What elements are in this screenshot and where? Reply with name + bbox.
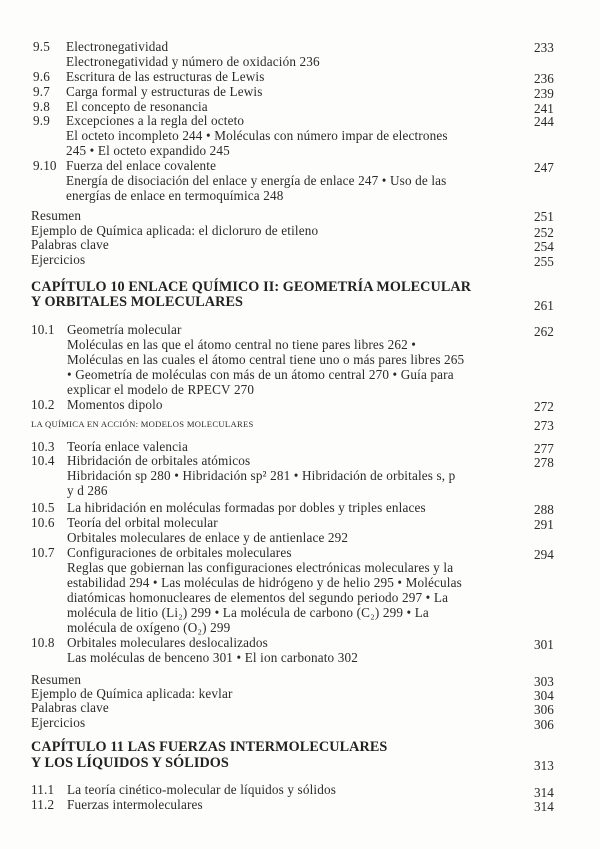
toc-subentry: Hibridación sp 280 • Hibridación sp² 281 • Hibridación de orbitales s, p	[67, 468, 456, 483]
page-number: 294	[534, 547, 554, 562]
page-number: 288	[534, 502, 554, 517]
toc-subentry: molécula de oxígeno (O₂) 299	[67, 620, 231, 635]
toc-entry-10-8[interactable]: 10.8 Orbitales moleculares deslocalizados	[31, 635, 268, 650]
page-number: 239	[534, 86, 554, 101]
page-number: 277	[534, 441, 554, 456]
page-number: 254	[534, 239, 554, 254]
page-number: 314	[534, 799, 554, 814]
toc-subentry: Las moléculas de benceno 301 • El ion carbonato 302	[67, 650, 358, 665]
toc-subentry: • Geometría de moléculas con más de un átomo central 270 • Guía para	[67, 367, 454, 382]
toc-entry-10-5[interactable]: 10.5 La hibridación en moléculas formadas por dobles y triples enlaces	[31, 500, 426, 515]
page-number: 304	[534, 688, 554, 703]
toc-entry-10-2[interactable]: 10.2 Momentos dipolo	[31, 397, 163, 412]
toc-resumen[interactable]: Resumen	[31, 672, 82, 687]
toc-ejercicios[interactable]: Ejercicios	[31, 252, 86, 267]
toc-entry-10-4[interactable]: 10.4 Hibridación de orbitales atómicos	[31, 453, 251, 468]
page-number: 314	[534, 785, 554, 800]
toc-subentry: Electronegatividad y número de oxidación 236	[66, 54, 320, 69]
toc-ejemplo[interactable]: Ejemplo de Química aplicada: el dicloruro de etileno	[31, 223, 319, 238]
toc-ejercicios[interactable]: Ejercicios	[31, 715, 86, 730]
page-number: 272	[534, 399, 554, 414]
toc-subentry: 245 • El octeto expandido 245	[66, 143, 230, 158]
chapter-heading-11-line2[interactable]: Y LOS LÍQUIDOS Y SÓLIDOS	[31, 755, 229, 771]
toc-palabras-clave[interactable]: Palabras clave	[31, 700, 109, 715]
toc-entry-10-7[interactable]: 10.7 Configuraciones de orbitales moleculares	[31, 545, 292, 560]
toc-subentry: Moléculas en las cuales el átomo central tiene uno o más pares libres 265	[67, 352, 465, 367]
toc-entry-9-10[interactable]: 9.10 Fuerza del enlace covalente	[33, 158, 217, 173]
page-number: 301	[534, 637, 554, 652]
page-number: 241	[534, 101, 554, 116]
toc-entry-9-8[interactable]: 9.8 El concepto de resonancia	[33, 99, 208, 114]
page-number: 244	[534, 114, 554, 129]
page-number: 251	[534, 209, 554, 224]
toc-subentry: molécula de litio (Li₂) 299 • La molécula de carbono (C₂) 299 • La	[67, 605, 429, 620]
page-number: 233	[534, 40, 554, 55]
toc-subentry: estabilidad 294 • Las moléculas de hidrógeno y de helio 295 • Moléculas	[67, 575, 462, 590]
toc-box-quimica-en-accion[interactable]: LA QUÍMICA EN ACCIÓN: MODELOS MOLECULARES	[31, 419, 254, 429]
page-number: 255	[534, 254, 554, 269]
toc-palabras-clave[interactable]: Palabras clave	[31, 237, 109, 252]
chapter-heading-10[interactable]: CAPÍTULO 10 ENLACE QUÍMICO II: GEOMETRÍA MOLECULAR	[31, 279, 472, 295]
toc-ejemplo[interactable]: Ejemplo de Química aplicada: kevlar	[31, 686, 233, 701]
chapter-heading-11[interactable]: CAPÍTULO 11 LAS FUERZAS INTERMOLECULARES	[31, 739, 388, 755]
page-number: 252	[534, 225, 554, 240]
page-number: 306	[534, 717, 554, 732]
toc-entry-9-6[interactable]: 9.6 Escritura de las estructuras de Lewis	[33, 69, 265, 84]
toc-entry-10-1[interactable]: 10.1 Geometría molecular	[31, 322, 182, 337]
page-number: 291	[534, 517, 554, 532]
page-number: 313	[534, 758, 554, 773]
toc-entry-10-6[interactable]: 10.6 Teoría del orbital molecular	[31, 515, 218, 530]
page-number: 278	[534, 455, 554, 470]
toc-subentry: Reglas que gobiernan las configuraciones electrónicas moleculares y la	[67, 560, 454, 575]
toc-subentry: Orbitales moleculares de enlace y de antienlace 292	[67, 530, 349, 545]
toc-subentry: energías de enlace en termoquímica 248	[66, 188, 284, 203]
page-number: 273	[534, 418, 554, 433]
chapter-heading-10-line2[interactable]: Y ORBITALES MOLECULARES	[31, 294, 244, 310]
page-number: 247	[534, 160, 554, 175]
toc-subentry: diatómicas homonucleares de elementos del segundo periodo 297 • La	[67, 590, 449, 605]
toc-entry-9-5[interactable]: 9.5 Electronegatividad	[33, 39, 169, 54]
toc-subentry: explicar el modelo de RPECV 270	[67, 382, 255, 397]
page-number: 306	[534, 702, 554, 717]
page-number: 262	[534, 324, 554, 339]
page-number: 303	[534, 674, 554, 689]
toc-entry-9-7[interactable]: 9.7 Carga formal y estructuras de Lewis	[33, 84, 263, 99]
toc-subentry: El octeto incompleto 244 • Moléculas con número impar de electrones	[66, 128, 448, 143]
page-number: 261	[534, 298, 554, 313]
toc-entry-11-2[interactable]: 11.2 Fuerzas intermoleculares	[31, 797, 203, 812]
toc-subentry: y d 286	[67, 483, 108, 498]
page-number: 236	[534, 71, 554, 86]
toc-entry-9-9[interactable]: 9.9 Excepciones a la regla del octeto	[33, 113, 245, 128]
toc-subentry: Energía de disociación del enlace y energía de enlace 247 • Uso de las	[66, 173, 447, 188]
toc-subentry: Moléculas en las que el átomo central no tiene pares libres 262 •	[67, 337, 417, 352]
toc-entry-10-3[interactable]: 10.3 Teoría enlace valencia	[31, 439, 188, 454]
toc-resumen[interactable]: Resumen	[31, 208, 82, 223]
toc-entry-11-1[interactable]: 11.1 La teoría cinético-molecular de líquidos y sólidos	[31, 782, 336, 797]
